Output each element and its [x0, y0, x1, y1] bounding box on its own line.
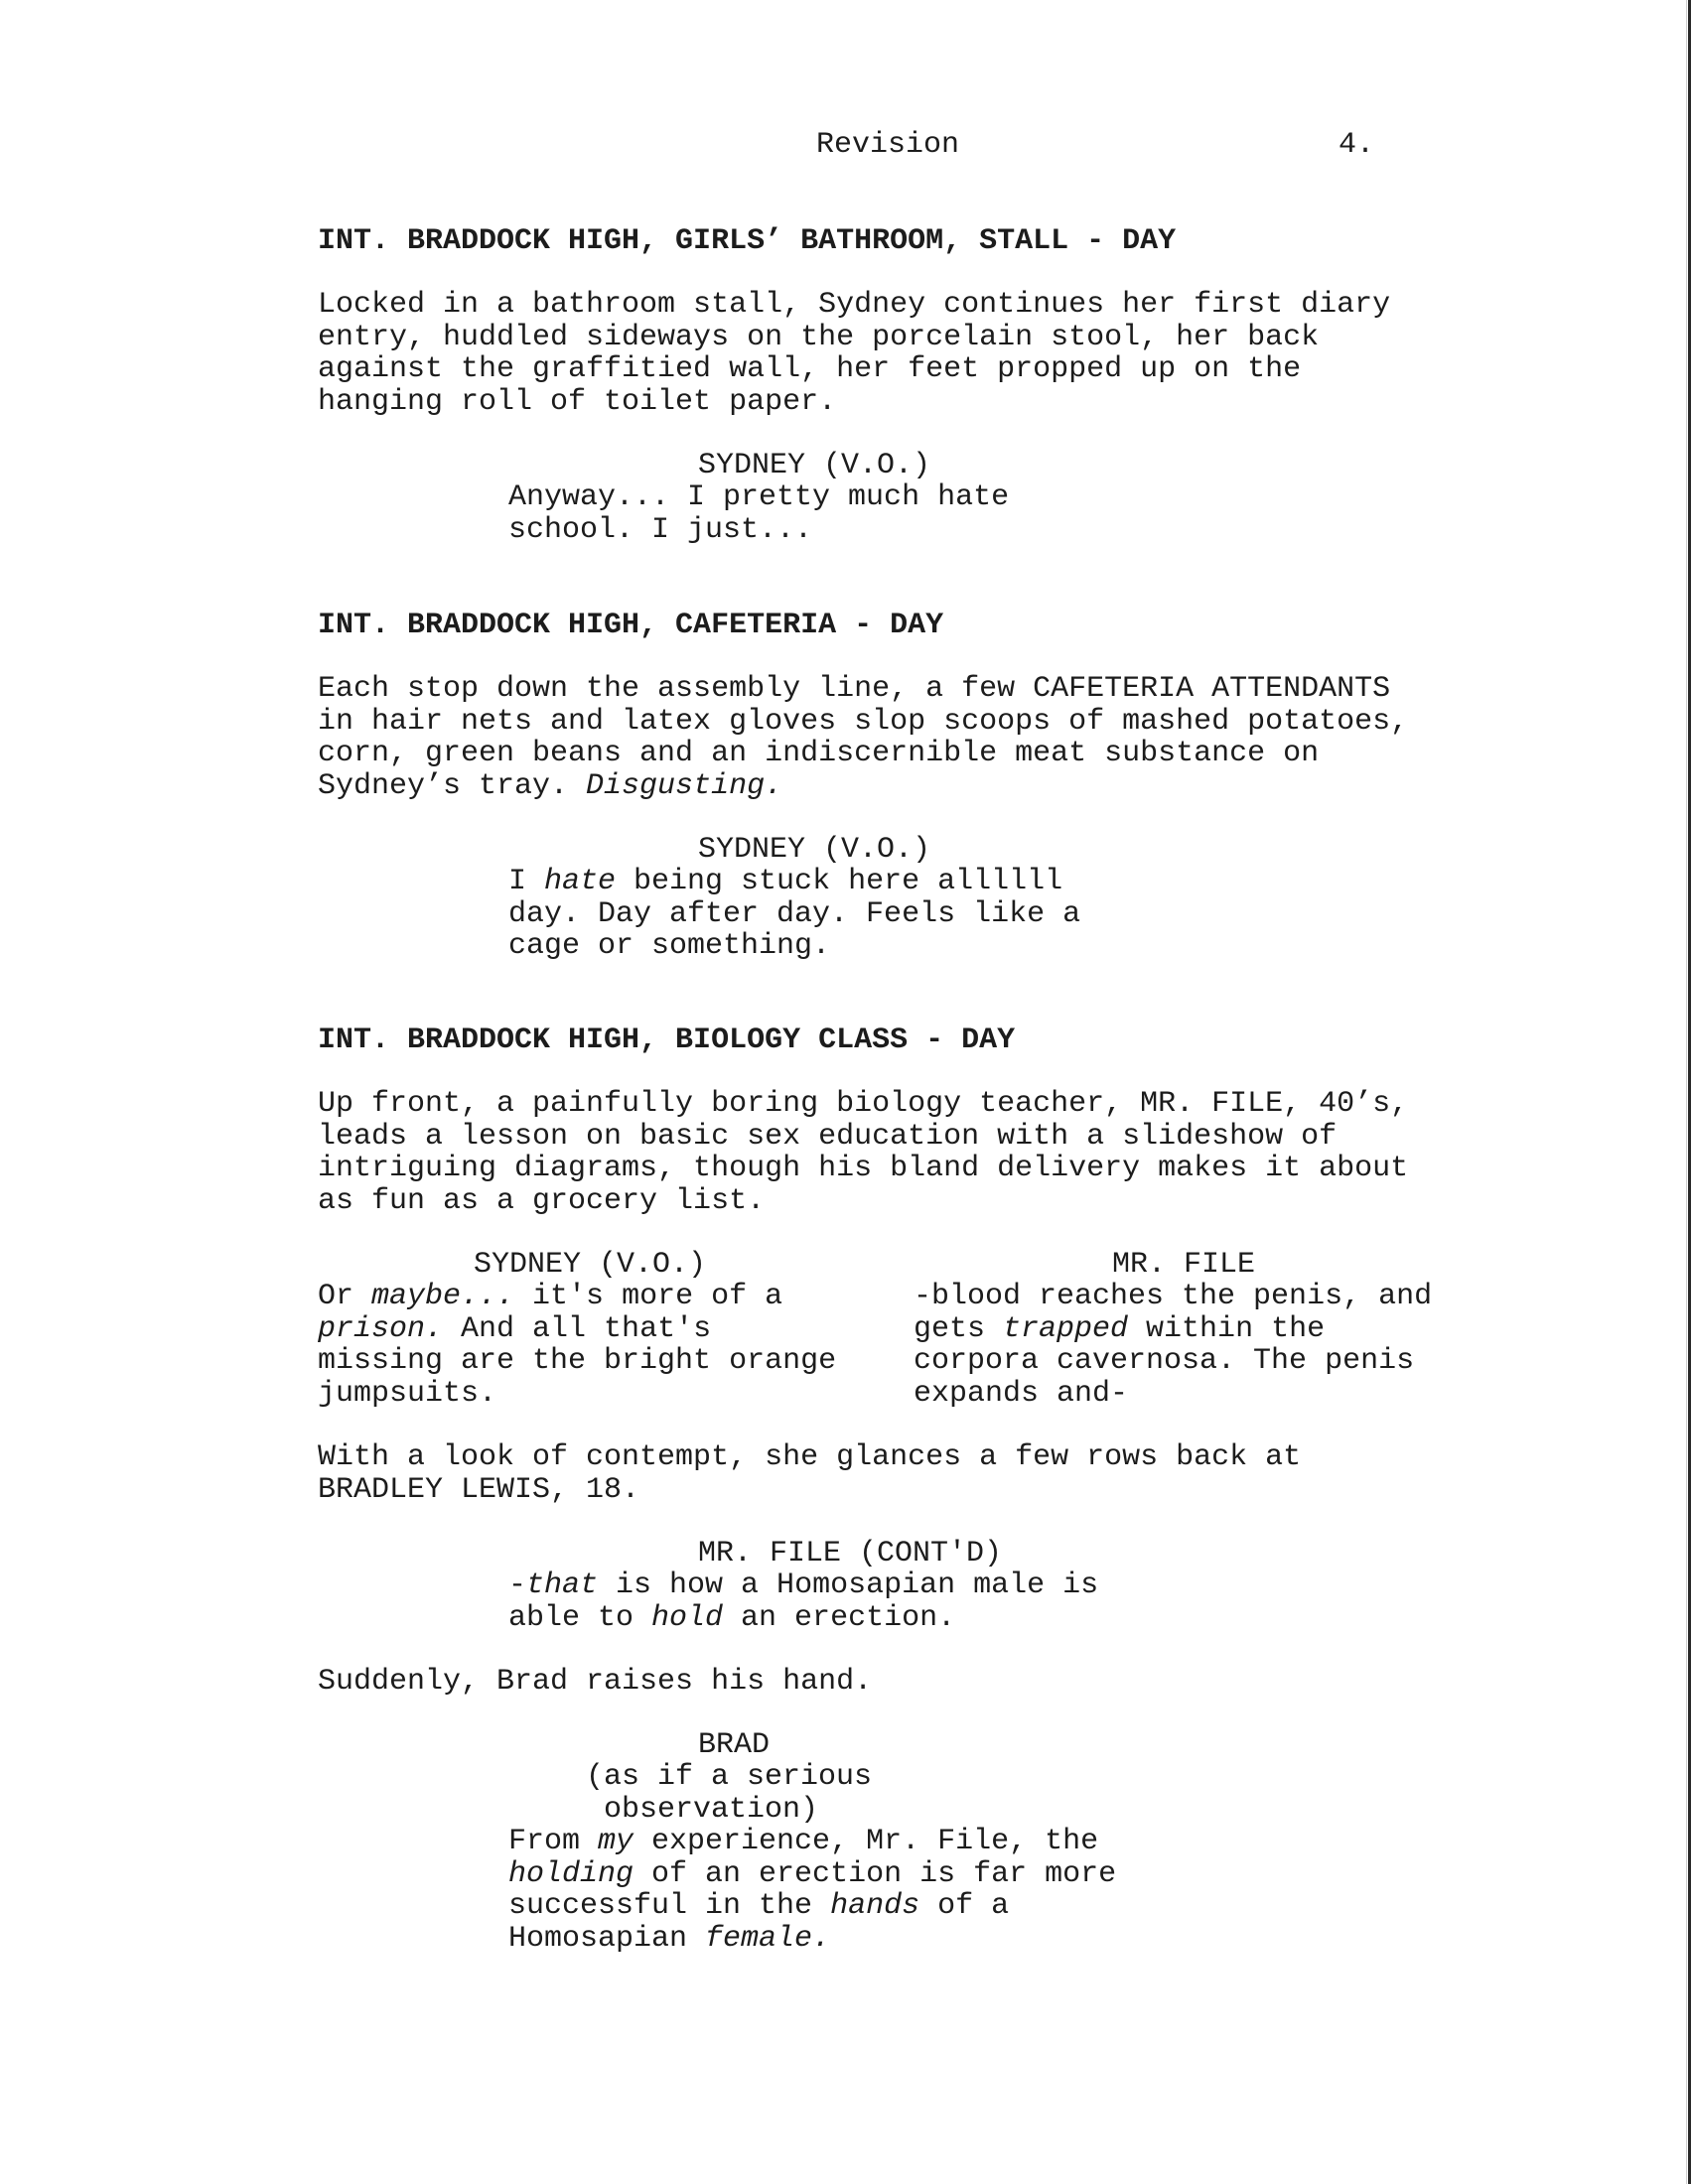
action-line: With a look of contempt, she glances a few rows back at: [318, 1440, 1302, 1474]
dialogue-line: expands and-: [914, 1376, 1129, 1411]
action-line: Suddenly, Brad raises his hand.: [318, 1665, 873, 1699]
dialogue-fragment: being stuck here allllll: [616, 865, 1063, 898]
action-line: Each stop down the assembly line, a few CAFETERIA ATTENDANTS: [318, 672, 1391, 706]
dialogue-line: Anyway... I pretty much hate: [508, 480, 1010, 514]
revision-label: Revision: [816, 128, 960, 162]
dialogue-fragment: Homosapian: [508, 1921, 706, 1956]
dialogue-fragment: of a: [919, 1889, 1010, 1923]
character-cue: SYDNEY (V.O.): [698, 449, 931, 482]
parenthetical: [586, 1761, 1201, 1826]
dialogue-fragment: gets: [914, 1311, 1004, 1346]
dialogue-emphasis: maybe...: [371, 1280, 515, 1313]
dialogue-line: school. I just...: [508, 512, 813, 547]
dialogue-fragment: From: [508, 1825, 599, 1858]
action-line: as fun as a grocery list.: [318, 1183, 766, 1218]
dialogue-fragment: experience, Mr. File, the: [634, 1825, 1099, 1858]
dual-dialogue-left: [318, 1281, 874, 1410]
dialogue-line: missing are the bright orange: [318, 1344, 837, 1378]
dialogue-fragment: an erection.: [723, 1600, 956, 1635]
character-cue: MR. FILE (CONT'D): [698, 1537, 1003, 1570]
dialogue-text: [508, 481, 1124, 546]
parenthetical-line: [586, 1793, 604, 1827]
action-line: corn, green beans and an indiscernible meat substance on: [318, 737, 1320, 770]
dialogue-emphasis: hands: [830, 1889, 920, 1923]
dialogue-emphasis: holding: [508, 1856, 634, 1891]
character-cue: BRAD: [698, 1728, 771, 1762]
dialogue-line: -blood reaches the penis, and: [914, 1280, 1433, 1313]
dialogue-fragment: able to: [508, 1600, 652, 1635]
dialogue-emphasis: hate: [544, 865, 617, 898]
dialogue-line: jumpsuits.: [318, 1376, 497, 1411]
dialogue-line: day. Day after day. Feels like a: [508, 896, 1081, 931]
scene-heading-1: INT. BRADDOCK HIGH, GIRLS’ BATHROOM, STALL - DAY: [318, 224, 1177, 258]
action-line: against the graffitied wall, her feet propped up on the: [318, 352, 1302, 386]
dialogue-fragment: And all that's: [443, 1311, 712, 1346]
scene-2-action: [318, 673, 1460, 802]
action-line: Sydney’s tray.: [318, 768, 587, 803]
scene-heading-3: INT. BRADDOCK HIGH, BIOLOGY CLASS - DAY: [318, 1024, 1016, 1057]
dialogue-fragment: it's more of a: [514, 1280, 783, 1313]
dialogue-fragment: -: [508, 1569, 527, 1602]
scene-heading-2: INT. BRADDOCK HIGH, CAFETERIA - DAY: [318, 609, 944, 642]
action-line: Up front, a painfully boring biology teacher, MR. FILE, 40’s,: [318, 1087, 1409, 1121]
dialogue-emphasis: hold: [651, 1600, 724, 1635]
dialogue-fragment: is how a Homosapian male is: [598, 1569, 1099, 1602]
action-line: intriguing diagrams, though his bland delivery makes it about: [318, 1152, 1409, 1185]
action-line: hanging roll of toilet paper.: [318, 384, 837, 419]
action-line: in hair nets and latex gloves slop scoops of mashed potatoes,: [318, 704, 1409, 739]
action-line: Locked in a bathroom stall, Sydney continues her first diary: [318, 288, 1391, 322]
scene-3-action: [318, 1088, 1460, 1217]
dual-dialogue-right: [914, 1281, 1470, 1410]
dialogue-text: [508, 866, 1124, 963]
dialogue-text: [508, 1826, 1124, 1955]
scene-3-action-2: [318, 1441, 1460, 1506]
dialogue-emphasis: trapped: [1003, 1311, 1129, 1346]
dialogue-fragment: I: [508, 865, 545, 898]
parenthetical-line: (as if a serious: [586, 1760, 873, 1794]
dialogue-fragment: Or: [318, 1280, 372, 1313]
page-number: 4.: [1339, 128, 1375, 162]
action-emphasis: Disgusting.: [586, 768, 783, 803]
dialogue-fragment: successful in the: [508, 1889, 831, 1923]
dialogue-emphasis: my: [598, 1825, 634, 1858]
character-cue: SYDNEY (V.O.): [698, 833, 931, 867]
page-edge-shadow: [1686, 0, 1687, 2184]
dialogue-emphasis: female.: [705, 1921, 831, 1956]
dialogue-emphasis: that: [526, 1569, 599, 1602]
action-line: BRADLEY LEWIS, 18.: [318, 1472, 640, 1507]
dialogue-line: corpora cavernosa. The penis: [914, 1344, 1415, 1378]
action-line: leads a lesson on basic sex education with a slideshow of: [318, 1119, 1338, 1154]
dual-character-cue-left: SYDNEY (V.O.): [474, 1248, 707, 1282]
scene-1-action: [318, 289, 1460, 418]
scene-3-action-3: [318, 1666, 1460, 1699]
dialogue-fragment: within the: [1128, 1311, 1326, 1346]
dialogue-fragment: of an erection is far more: [634, 1856, 1117, 1891]
dialogue-text: [508, 1570, 1124, 1634]
dialogue-line: cage or something.: [508, 929, 831, 963]
dual-character-cue-right: MR. FILE: [1112, 1248, 1256, 1282]
parenthetical-line: observation): [604, 1792, 819, 1827]
dialogue-emphasis: prison.: [318, 1311, 444, 1346]
action-line: entry, huddled sideways on the porcelain stool, her back: [318, 320, 1320, 354]
